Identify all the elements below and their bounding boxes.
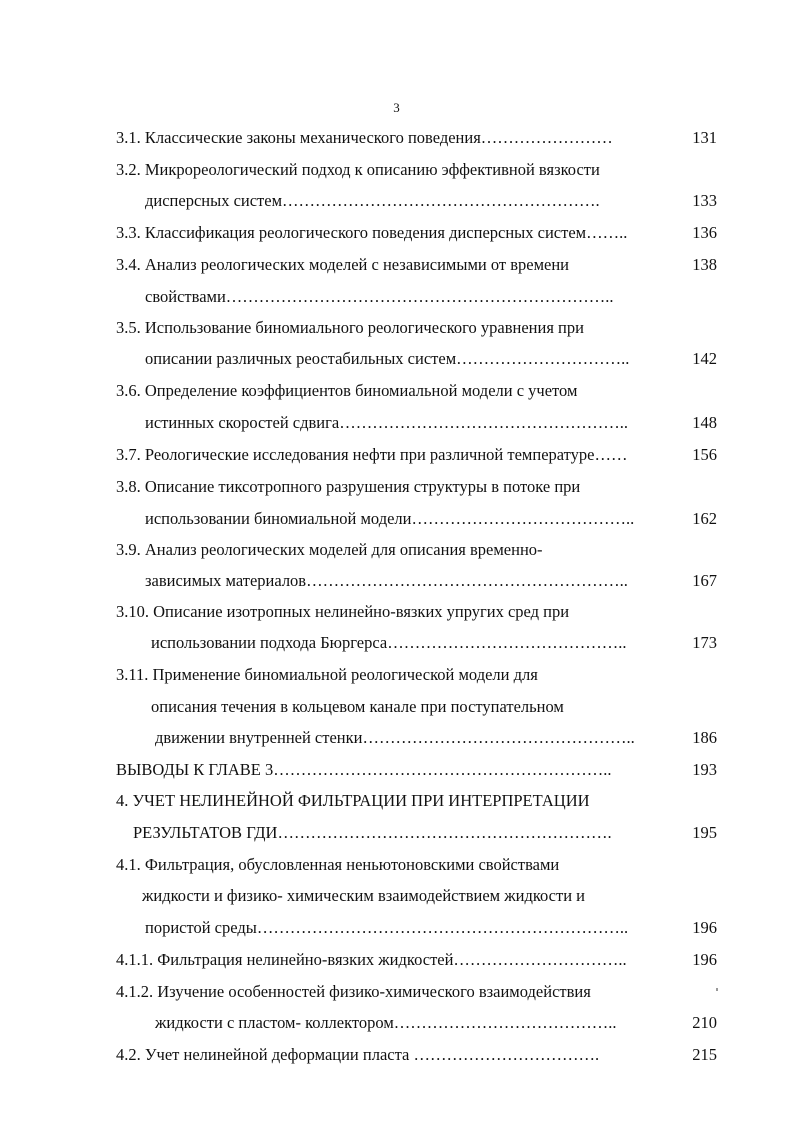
toc-entry-page: 196 bbox=[692, 918, 717, 937]
toc-entry-text: 3.4. Анализ реологических моделей с независимыми от времени bbox=[116, 255, 570, 274]
toc-entry-text: свойствами…………………………………………………………….. bbox=[145, 287, 614, 306]
toc-entry bbox=[0, 631, 793, 655]
toc-entry-page: 133 bbox=[692, 191, 717, 210]
toc-entry-text: 3.3. Классификация реологического поведения дисперсных систем…….. bbox=[116, 223, 628, 242]
toc-entry-page: 148 bbox=[692, 413, 717, 432]
toc-entry-text: РЕЗУЛЬТАТОВ ГДИ……………………………………………………. bbox=[133, 823, 612, 842]
toc-entry-page: 186 bbox=[692, 728, 717, 747]
toc-entry-text: жидкости и физико- химическим взаимодействием жидкости и bbox=[142, 886, 586, 905]
toc-entry-page: 131 bbox=[692, 128, 717, 147]
toc-entry-text: 3.1. Классические законы механического поведения…………………… bbox=[116, 128, 613, 147]
toc-entry bbox=[0, 884, 793, 908]
toc-entry-text: жидкости с пластом- коллектором………………………………….. bbox=[155, 1013, 617, 1032]
toc-entry-page: 215 bbox=[692, 1045, 717, 1064]
toc-entry bbox=[0, 411, 793, 435]
toc-entry-text: 4.1.1. Фильтрация нелинейно-вязких жидкостей………………………….. bbox=[116, 950, 627, 969]
toc-entry bbox=[0, 538, 793, 562]
toc-entry-text: зависимых материалов………………………………………………….. bbox=[145, 571, 628, 590]
toc-entry-text: 3.9. Анализ реологических моделей для описания временно- bbox=[116, 540, 543, 559]
toc-entry bbox=[0, 821, 793, 845]
toc-entry-text: описании различных реостабильных систем………………………….. bbox=[145, 349, 630, 368]
toc-entry bbox=[0, 853, 793, 877]
toc-entry-text: 3.8. Описание тиксотропного разрушения структуры в потоке при bbox=[116, 477, 581, 496]
toc-entry-page: 195 bbox=[692, 823, 717, 842]
toc-entry bbox=[0, 379, 793, 403]
toc-entry-page: 167 bbox=[692, 571, 717, 590]
toc-entry-page: 142 bbox=[692, 349, 717, 368]
page-number: 3 bbox=[393, 100, 400, 115]
toc-entry-text: 4.1. Фильтрация, обусловленная неньютоновскими свойствами bbox=[116, 855, 560, 874]
toc-entry bbox=[0, 663, 793, 687]
toc-entry-text: 3.2. Микрореологический подход к описанию эффективной вязкости bbox=[116, 160, 600, 179]
scan-speck bbox=[716, 988, 718, 991]
toc-entry bbox=[0, 507, 793, 531]
toc-entry bbox=[0, 158, 793, 182]
toc-entry-text: использовании биномиальной модели………………………………….. bbox=[145, 509, 635, 528]
toc-entry-text: дисперсных систем…………………………………………………. bbox=[145, 191, 600, 210]
toc-entry-page: 162 bbox=[692, 509, 717, 528]
toc-entry-page: 196 bbox=[692, 950, 717, 969]
toc-entry bbox=[0, 695, 793, 719]
toc-entry bbox=[0, 285, 793, 309]
toc-entry bbox=[0, 569, 793, 593]
toc-entry-page: 193 bbox=[692, 760, 717, 779]
toc-entry bbox=[0, 1043, 793, 1067]
toc-entry-text: движении внутренней стенки………………………………………….. bbox=[155, 728, 635, 747]
toc-entry bbox=[0, 980, 793, 1004]
toc-entry-text: 4.2. Учет нелинейной деформации пласта ……………………………. bbox=[116, 1045, 600, 1064]
toc-entry-page: 156 bbox=[692, 445, 717, 464]
toc-entry bbox=[0, 316, 793, 340]
toc-entry-page: 136 bbox=[692, 223, 717, 242]
toc-entry-text: 4. УЧЕТ НЕЛИНЕЙНОЙ ФИЛЬТРАЦИИ ПРИ ИНТЕРПРЕТАЦИИ bbox=[116, 791, 590, 810]
toc-entry-text: 3.5. Использование биномиального реологического уравнения при bbox=[116, 318, 584, 337]
toc-entry-text: 4.1.2. Изучение особенностей физико-химического взаимодействия bbox=[116, 982, 591, 1001]
toc-entry bbox=[0, 758, 793, 782]
toc-entry bbox=[0, 221, 793, 245]
toc-entry-text: 3.6. Определение коэффициентов биномиальной модели с учетом bbox=[116, 381, 578, 400]
toc-entry bbox=[0, 916, 793, 940]
toc-entry-text: использовании подхода Бюргерса…………………………………….. bbox=[151, 633, 627, 652]
toc-entry-text: пористой среды………………………………………………………….. bbox=[145, 918, 629, 937]
toc-entry-page: 173 bbox=[692, 633, 717, 652]
toc-entry bbox=[0, 253, 793, 277]
toc-entry bbox=[0, 475, 793, 499]
toc-entry-text: 3.10. Описание изотропных нелинейно-вязких упругих сред при bbox=[116, 602, 570, 621]
toc-entry bbox=[0, 347, 793, 371]
toc-entry-page: 210 bbox=[692, 1013, 717, 1032]
toc-entry-text: описания течения в кольцевом канале при поступательном bbox=[151, 697, 564, 716]
toc-entry bbox=[0, 443, 793, 467]
toc-entry bbox=[0, 789, 793, 813]
toc-entry-text: истинных скоростей сдвига…………………………………………….. bbox=[145, 413, 628, 432]
toc-entry bbox=[0, 948, 793, 972]
toc-entry bbox=[0, 126, 793, 150]
toc-entry bbox=[0, 600, 793, 624]
toc-entry-page: 138 bbox=[692, 255, 717, 274]
toc-entry bbox=[0, 1011, 793, 1035]
toc-entry bbox=[0, 189, 793, 213]
toc-entry bbox=[0, 726, 793, 750]
toc-entry-text: 3.7. Реологические исследования нефти при различной температуре…… bbox=[116, 445, 628, 464]
toc-entry-text: ВЫВОДЫ К ГЛАВЕ 3…………………………………………………….. bbox=[116, 760, 612, 779]
toc-entry-text: 3.11. Применение биномиальной реологической модели для bbox=[116, 665, 538, 684]
